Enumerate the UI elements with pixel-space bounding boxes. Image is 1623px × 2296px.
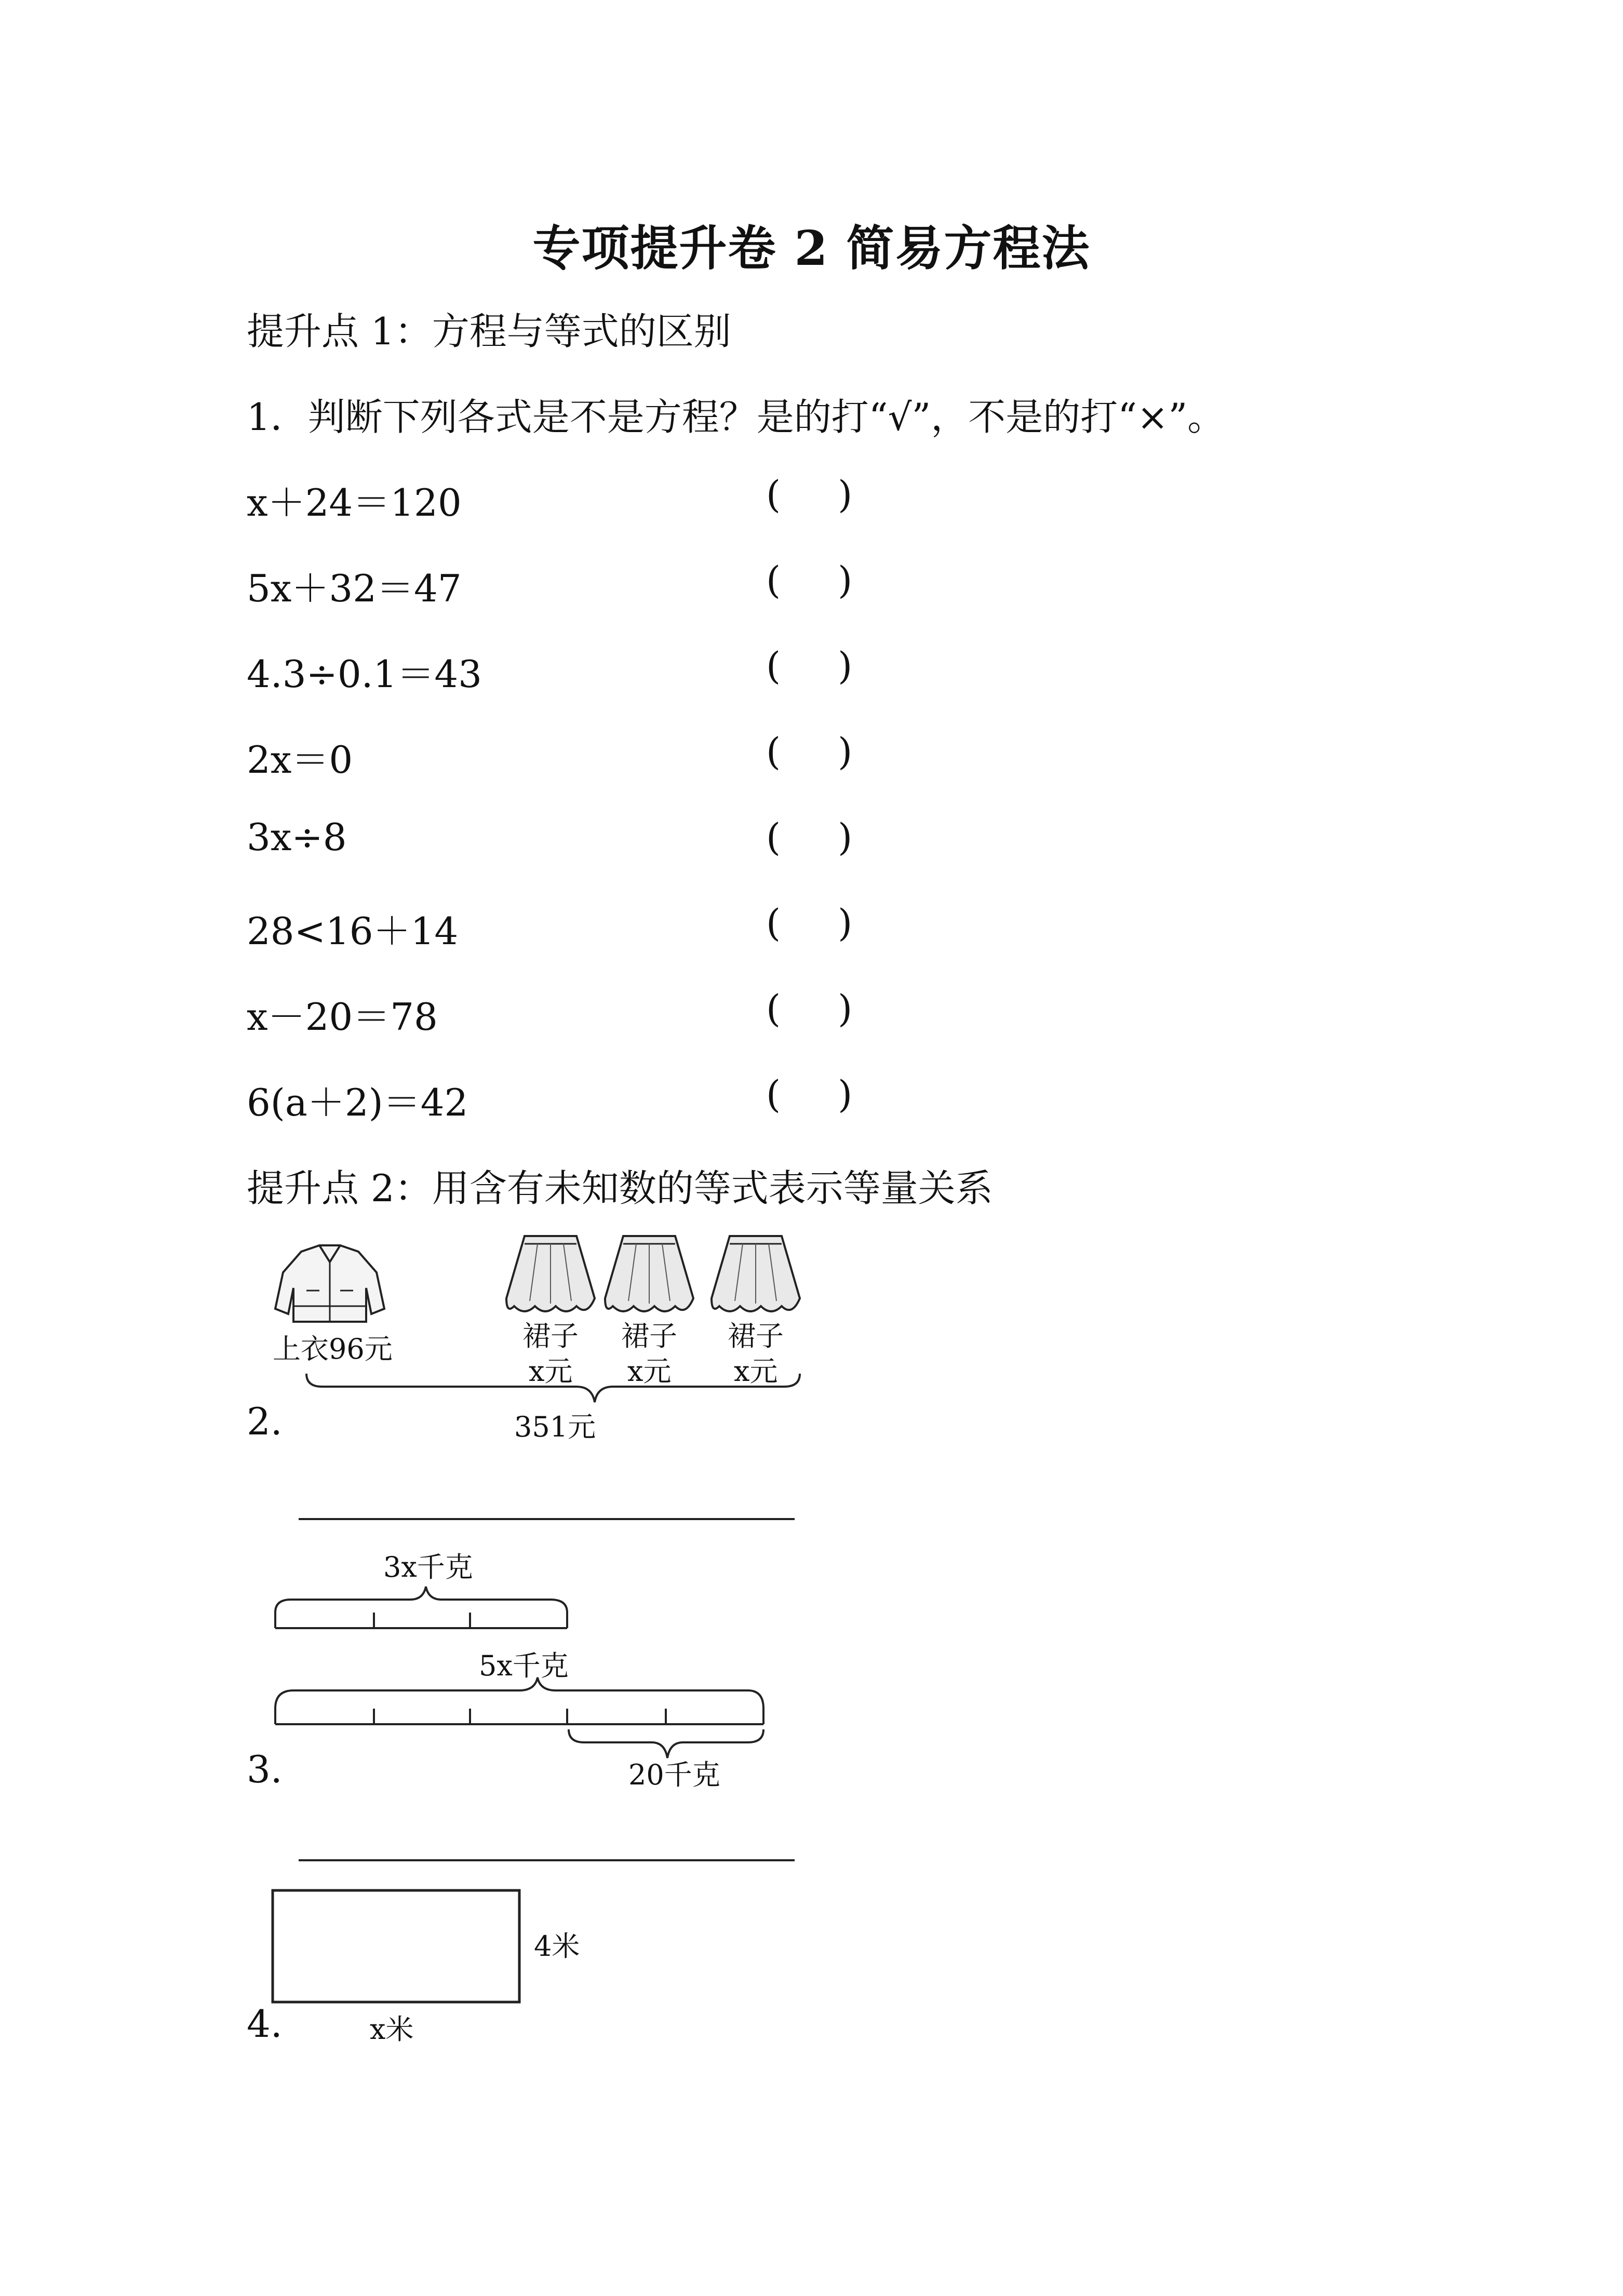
answer-blank[interactable]: ( ) — [766, 730, 853, 773]
answer-blank[interactable]: ( ) — [766, 1072, 853, 1116]
total-price-label: 351元 — [514, 1411, 596, 1443]
jacket-price-label: 上衣96元 — [273, 1333, 393, 1365]
answer-blank[interactable]: ( ) — [766, 473, 853, 516]
equation-item: 4.3÷0.1＝43 — [247, 652, 482, 696]
equation-item: 5x＋32＝47 — [247, 567, 462, 610]
skirt-name-label: 裙子 — [728, 1320, 784, 1352]
answer-blank[interactable]: ( ) — [766, 558, 853, 602]
answer-blank[interactable]: ( ) — [766, 815, 853, 859]
answer-blank[interactable]: ( ) — [766, 987, 853, 1030]
question-2-number: 2. — [247, 1400, 283, 1443]
answer-blank[interactable]: ( ) — [766, 644, 853, 688]
equation-item: 6(a＋2)＝42 — [247, 1081, 468, 1124]
height-label: 4米 — [534, 1930, 580, 1963]
page-title: 专项提升卷 2 简易方程法 — [532, 220, 1091, 276]
equation-item: x＋24＝120 — [247, 481, 462, 525]
skirt-price-label: x元 — [734, 1355, 778, 1388]
question-4-number: 4. — [247, 2002, 283, 2046]
equation-item: 28<16＋14 — [247, 909, 459, 953]
answer-blank[interactable]: ( ) — [766, 901, 853, 945]
question-3-number: 3. — [247, 1748, 283, 1791]
skirt-name-label: 裙子 — [522, 1320, 579, 1352]
skirt-price-label: x元 — [627, 1355, 672, 1388]
equation-item: 3x÷8 — [247, 815, 347, 859]
section-heading-2: 提升点 2：用含有未知数的等式表示等量关系 — [247, 1166, 993, 1210]
equation-item: x－20＝78 — [247, 995, 438, 1039]
bottom-bar-label: 20千克 — [628, 1758, 720, 1791]
equation-item: 2x＝0 — [247, 738, 353, 782]
mid-bar-label: 5x千克 — [479, 1649, 569, 1682]
section-heading-1: 提升点 1：方程与等式的区别 — [247, 310, 731, 353]
question-1-text: 1．判断下列各式是不是方程？是的打“√”，不是的打“×”。 — [247, 395, 1225, 439]
width-label: x米 — [370, 2013, 414, 2046]
skirt-name-label: 裙子 — [621, 1320, 677, 1352]
skirt-price-label: x元 — [529, 1355, 573, 1388]
top-bar-label: 3x千克 — [383, 1551, 473, 1583]
